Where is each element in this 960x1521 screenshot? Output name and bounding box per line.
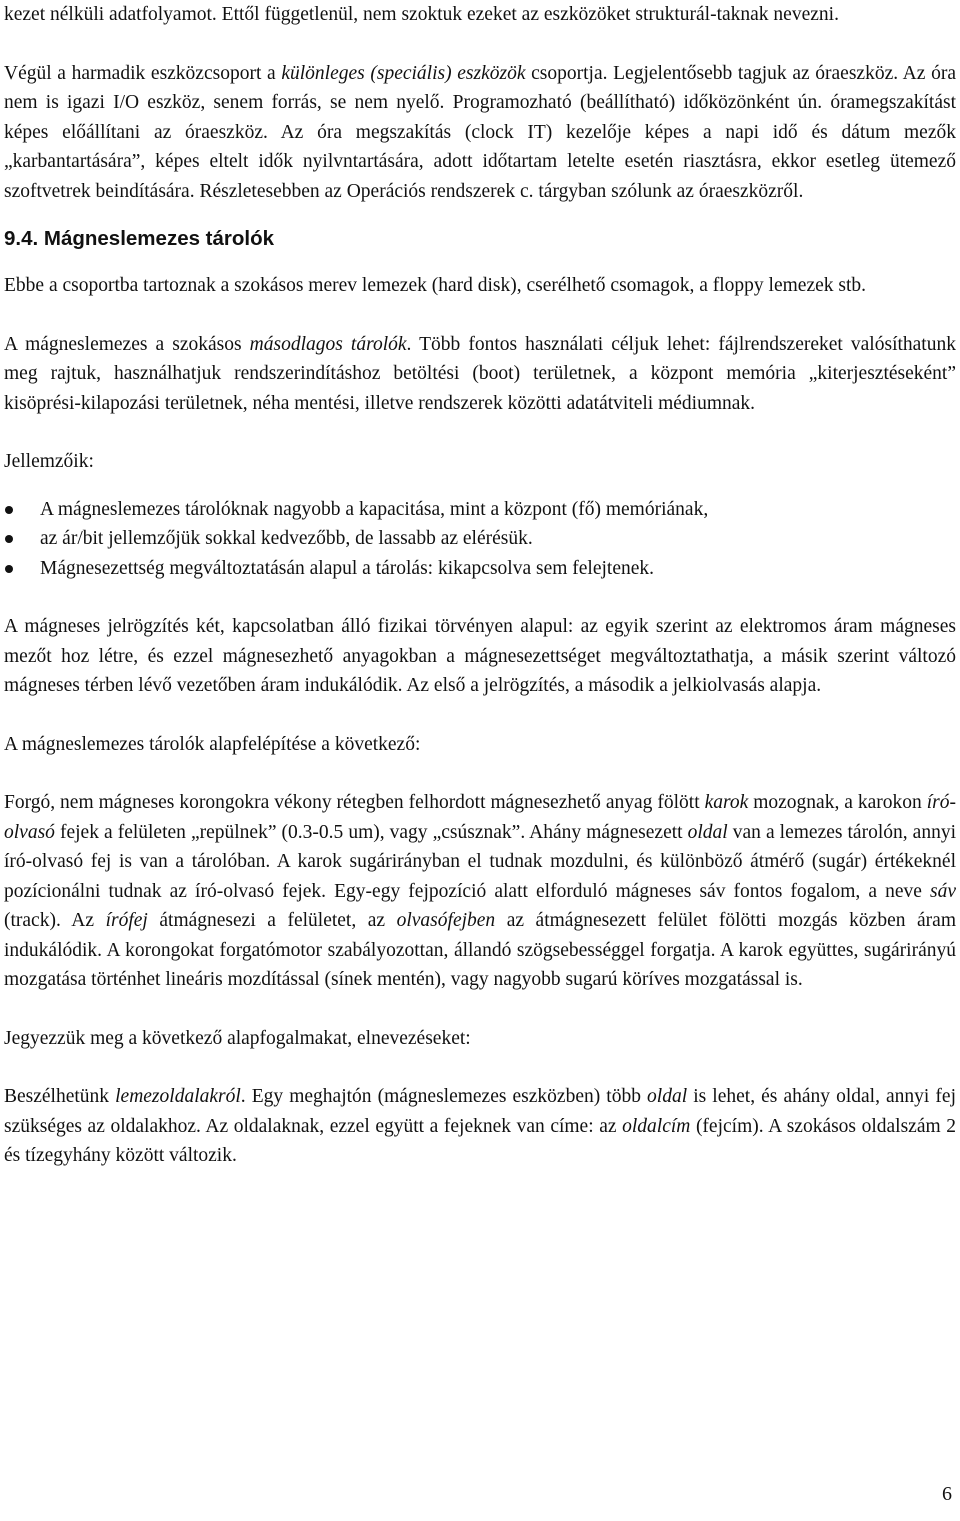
list-item: az ár/bit jellemzőjük sokkal kedvezőbb, de lassabb az elérésük. bbox=[4, 524, 956, 554]
list-item: A mágneslemezes tárolóknak nagyobb a kapacitása, mint a központ (fő) memóriának, bbox=[4, 495, 956, 525]
paragraph-physics: A mágneses jelrögzítés két, kapcsolatban álló fizikai törvényen alapul: az egyik szerint az elektromos áram mágneses mezőt hoz létre, és ezzel mágnesezhető anyagokban a mágnesezettséget megváltoztathatja, a másik szerint változó mágneses térben lévő vezetőben áram indukálódik. Az első a jelrögzítés, a második a jelkiolvasás alapja. bbox=[4, 616, 956, 696]
section-heading: 9.4. Mágneslemezes tárolók bbox=[4, 227, 275, 250]
bullet-icon bbox=[5, 565, 13, 573]
features-label: Jellemzőik: bbox=[4, 451, 94, 472]
list-item: Mágnesezettség megváltoztatásán alapul a tárolás: kikapcsolva sem felejtenek. bbox=[4, 554, 956, 584]
paragraph-structure: Forgó, nem mágneses korongokra vékony rétegben felhordott mágnesezhető anyag fölött karok mozognak, a karokon író-olvasó fejek a felületen „repülnek” (0.3-0.5 um), vagy „csúsznak”. Ahány mágnesezett oldal van a lemezes tárolón, annyi író-olvasó fej is van a tárolóban. A karok sugárirányban el tudnak mozdulni, és különböző átmérő (sugár) értékeknél pozícionálni tudnak az író-olvasó fejek. Egy-egy fejpozíció alatt elforduló mágneses sáv fontos fogalom, a neve sáv (track). Az írófej átmágnesezi a felületet, az olvasófejben az átmágnesezett felület fölötti mozgás közben áram indukálódik. A korongokat forgatómotor szabályozottan, állandó szögsebességgel forgatja. A karok együttes, sugárirányú mozgatása történhet lineáris mozdítással (sínek mentén), vagy nagyobb sugarú köríves mozgatással is. bbox=[4, 792, 956, 990]
paragraph-top: kezet nélküli adatfolyamot. Ettől függetlenül, nem szoktuk ezeket az eszközöket strukturál-taknak nevezni. bbox=[4, 4, 839, 25]
paragraph-intro: Ebbe a csoportba tartoznak a szokásos merev lemezek (hard disk), cserélhető csomagok, a floppy lemezek stb. bbox=[4, 275, 867, 296]
page-number: 6 bbox=[942, 1483, 952, 1505]
paragraph-terms-intro: Jegyezzük meg a következő alapfogalmakat, elnevezéseket: bbox=[4, 1027, 471, 1049]
paragraph-sides: Beszélhetünk lemezoldalakról. Egy meghajtón (mágneslemezes eszközben) több oldal is lehet, és ahány oldal, annyi fej szükséges az oldalakhoz. Az oldalaknak, ezzel együtt a fejeknek van címe: az oldalcím (fejcím). A szokásos oldalszám 2 és tízegyhány között változik. bbox=[4, 1086, 956, 1166]
paragraph-special-devices: Végül a harmadik eszközcsoport a különleges (speciális) eszközök csoportja. Legjelentősebb tagjuk az óraeszköz. Az óra nem is igazi I/O eszköz, senem forrás, se nem nyelő. Programozható (beállítható) időközönként ún. óramegszakítást képes előállítani az óraeszköz. Az óra megszakítás (clock IT) kezelője képes a napi idő és dátum mezők „karbantartására”, képes eltelt idők nyilvntartására, adott időtartam letelte esetén riasztásra, ekkor esetleg ütemező szoftvetrek beindítására. Részletesebben az Operációs rendszerek c. tárgyban szólunk az óraeszközről. bbox=[4, 62, 956, 202]
paragraph-secondary-storage: A mágneslemezes a szokásos másodlagos tárolók. Több fontos használati céljuk lehet: fájlrendszereket valósíthatunk meg rajtuk, használhatjuk rendszerindításhoz betöltési (boot) területnek, a központ memória „kiterjesztéseként” kisöprési-kilapozási területnek, néha mentési, illetve rendszerek közötti adatátviteli médiumnak. bbox=[4, 333, 956, 414]
bullet-icon bbox=[5, 506, 13, 514]
paragraph-structure-intro: A mágneslemezes tárolók alapfelépítése a következő: bbox=[4, 733, 421, 755]
features-list bbox=[4, 495, 956, 584]
bullet-icon bbox=[5, 535, 13, 543]
document-page bbox=[4, 0, 956, 1171]
